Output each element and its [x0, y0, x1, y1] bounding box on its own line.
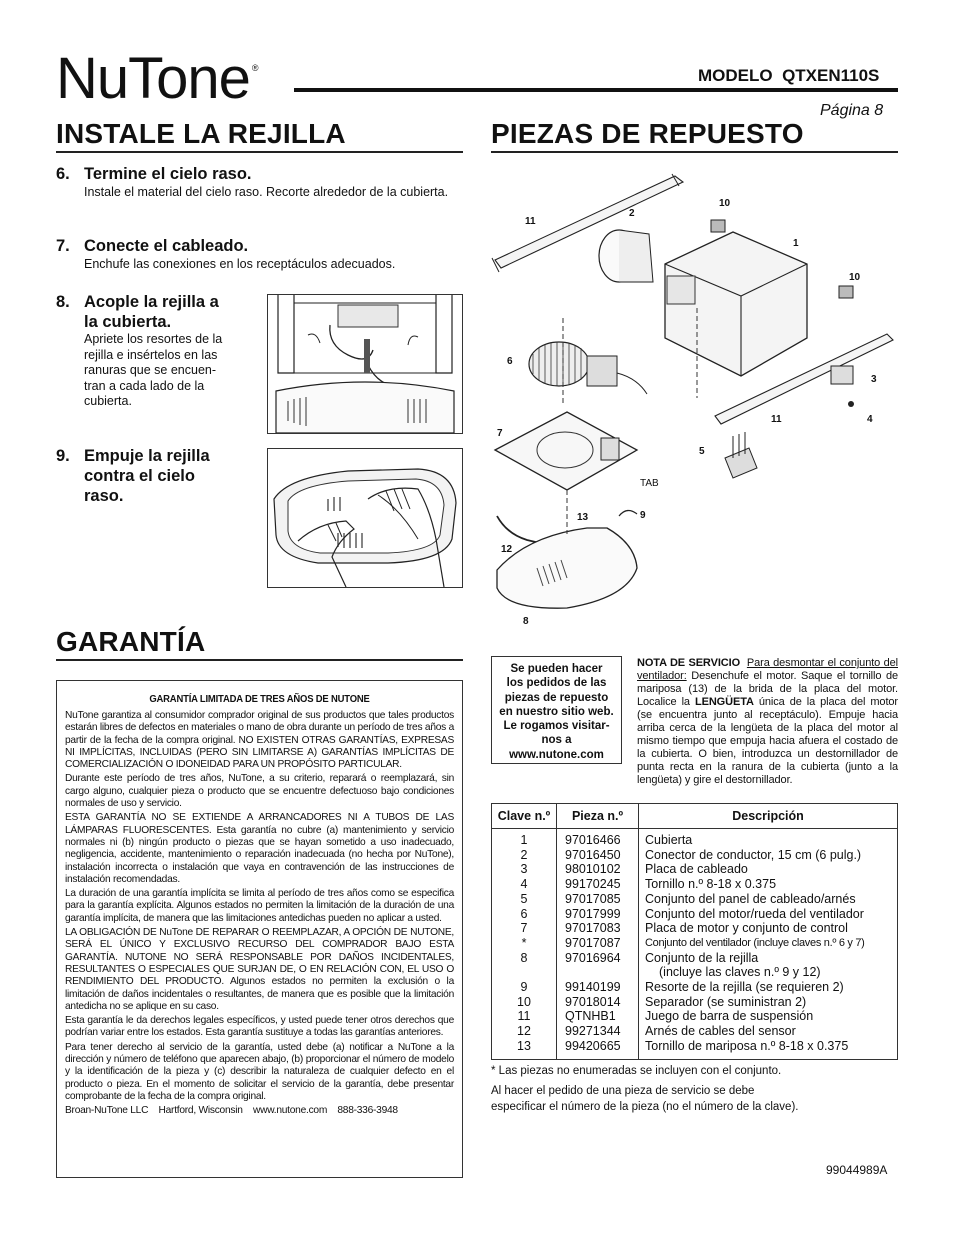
label-2: 2	[629, 208, 635, 219]
warranty-paragraph: NuTone garantiza al consumidor comprador original de sus productos que tales productos estarán libres de defectos en materiales o mano de obra durante un período de tres años a partir de la fecha de la compra original. NO EXISTEN OTRAS GARANTÍAS, EXPRESAS NI IMPLÍCITAS, INCLUIDAS (PERO SIN LIMITARSE A) GARANTÍAS IMPLÍCITAS DE COMERCIALIZACIÓN O IDONEIDAD PARA UN PROPÓSITO PARTICULAR.	[65, 710, 454, 771]
table-row: 2 97016450 Conector de conductor, 15 cm (6 pulg.)	[492, 848, 898, 863]
footnote-order: Al hacer el pedido de una pieza de servicio se debe especificar el número de la pieza (no el número de la clave).	[491, 1085, 799, 1113]
table-row: 10 97018014 Separador (se suministran 2)	[492, 995, 898, 1010]
label-tab: TAB	[640, 478, 659, 489]
footnote-unlisted: * Las piezas no enumeradas se incluyen con el conjunto.	[491, 1065, 782, 1077]
parts-title: PIEZAS DE REPUESTO	[491, 118, 804, 149]
step-8: 8. Acople la rejilla a la cubierta. Apriete los resortes de la rejilla e insértelos en las ranuras que se encuen- tran a cada lado de la cubierta.	[56, 293, 223, 408]
grille	[497, 528, 637, 608]
table-row: 11 QTNHB1 Juego de barra de suspensión	[492, 1009, 898, 1024]
step-9: 9. Empuje la rejilla contra el cielo raso.	[56, 447, 210, 505]
order-online-box: Se pueden hacer los pedidos de las piezas de repuesto en nuestro sitio web. Le rogamos visitar- nos a www.nutone.com	[491, 656, 622, 764]
hanger-bar-top	[495, 176, 683, 268]
table-row: 9 99140199 Resorte de la rejilla (se requieren 2)	[492, 980, 898, 995]
install-title: INSTALE LA REJILLA	[56, 118, 346, 149]
warranty-paragraph: La duración de una garantía implícita se limita al período de tres años como se especifica para la garantía explícita. Algunos estados no permiten la limitación de la duración de una garantía implícita, de manera que las limitaciones antedichas pueden no aplicar a usted.	[65, 888, 454, 924]
blower-wheel	[529, 342, 589, 386]
label-8: 8	[523, 616, 529, 627]
service-note: NOTA DE SERVICIO Para desmontar el conjunto del ventilador: Desenchufe el motor. Saque el tornillo de mariposa (13) de la brida de la placa del motor. Localice la LENGÜETA única de la placa del motor (se encuentra junto al receptáculo). Empuje hacia arriba cerca de la lengüeta de la placa del motor al mismo tiempo que empuja hacia afuera el costado de la cubierta. O bien, introduzca un destornillador de punta recta en la ranura de la cubierta (junto a la lengüeta) y gire el destornillador.	[637, 657, 898, 786]
table-row: * 97017087 Conjunto del ventilador (incluye claves n.º 6 y 7)	[492, 936, 898, 951]
label-3: 3	[871, 374, 877, 385]
warranty-title: GARANTÍA	[56, 626, 206, 657]
step-6: 6. Termine el cielo raso. Instale el material del cielo raso. Recorte alrededor de la cubierta.	[56, 165, 449, 199]
nutone-logo: NuTone ®	[56, 46, 258, 111]
warranty-contact: Broan-NuTone LLC Hartford, Wisconsin www.nutone.com 888-336-3948	[65, 1105, 398, 1117]
warranty-paragraph: LA OBLIGACIÓN DE NuTone DE REPARAR O REEMPLAZAR, A OPCIÓN DE NUTONE, SERÁ EL ÚNICO Y EXCLUSIVO RECURSO DEL COMPRADOR BAJO ESTA GARANTÍA. NUTONE NO SERÁ RESPONSABLE POR DAÑOS INCIDENTALES, RESULTANTES O ESPECIALES QUE SURJAN DE, O EN RELACIÓN CON, EL USO O RENDIMIENTO DEL PRODUCTO. Algunos estados no permiten la exclusión o la limitación de daños incidentales o resultantes, de manera que es posible que la limitación antedicha no se aplique en su caso.	[65, 927, 454, 1012]
table-row: 12 99271344 Arnés de cables del sensor	[492, 1024, 898, 1039]
label-10-right: 10	[849, 272, 861, 283]
label-7: 7	[497, 428, 503, 439]
label-1: 1	[793, 238, 799, 249]
table-header-row: Clave n.º Pieza n.º Descripción	[492, 804, 898, 829]
label-11-top: 11	[525, 216, 536, 227]
parts-title-rule	[491, 151, 898, 153]
warranty-paragraph: Durante este período de tres años, NuTone, a su criterio, reparará o reemplazará, sin cargo alguno, cualquier pieza o producto que se encuentre defectuoso bajo condiciones normales de uso y servicio.	[65, 773, 454, 810]
step-7: 7. Conecte el cableado. Enchufe las conexiones en los receptáculos adecuados.	[56, 237, 396, 271]
table-row: 3 98010102 Placa de cableado	[492, 862, 898, 877]
push-grille-illustration	[267, 448, 463, 588]
grille-springs-illustration	[267, 294, 463, 434]
warranty-title-rule	[56, 659, 463, 661]
header-rule	[294, 88, 898, 92]
label-12: 12	[501, 544, 513, 555]
label-6: 6	[507, 356, 513, 367]
table-row: 7 97017083 Placa de motor y conjunto de control	[492, 921, 898, 936]
wiring-panel	[725, 448, 757, 478]
table-row: 4 99170245 Tornillo n.º 8-18 x 0.375	[492, 877, 898, 892]
website-link[interactable]: www.nutone.com	[509, 748, 604, 761]
table-row: 5 97017085 Conjunto del panel de cableado/arnés	[492, 892, 898, 907]
parts-table	[491, 803, 898, 1060]
label-9: 9	[640, 510, 646, 521]
spacer-right	[839, 286, 853, 298]
page-number: Página 8	[820, 102, 884, 119]
install-title-rule	[56, 151, 463, 153]
warranty-paragraph: Para tener derecho al servicio de la garantía, usted debe (a) notificar a NuTone a la dirección y número de teléfono que aparecen abajo, (b) proporcionar el número de modelo y la identificación de la pieza y (c) describir la naturaleza de cualquier defecto en el producto o pieza. En el momento de solicitar el servicio de la garantía, debe presentar comprobante de la fecha de la compra original.	[65, 1041, 454, 1102]
label-5: 5	[699, 446, 705, 457]
table-row: (incluye las claves n.º 9 y 12)	[492, 965, 898, 980]
spacer-top	[711, 220, 725, 232]
document-number: 99044989A	[826, 1163, 888, 1177]
table-row: 8 97016964 Conjunto de la rejilla	[492, 951, 898, 966]
warranty-paragraph: ESTA GARANTÍA NO SE EXTIENDE A ARRANCADORES NI A TUBOS DE LAS LÁMPARAS FLUORESCENTES. Esta garantía no cubre (a) mantenimiento y servicio normales ni (b) ningún producto o piezas que se hayan sometido a uso inadecuado, negligencia, accidente, mantenimiento o reparación inadecuada (no hecha por NuTone), instalación incorrecta o instalación que vaya en contravención de las instrucciones de instalación recomendadas.	[65, 812, 454, 885]
table-row: 13 99420665 Tornillo de mariposa n.º 8-18 x 0.375	[492, 1039, 898, 1059]
wiring-plate	[831, 366, 853, 384]
table-row: 6 97017999 Conjunto del motor/rueda del ventilador	[492, 907, 898, 922]
mounting-screw	[848, 401, 854, 407]
warranty-paragraph: Esta garantía le da derechos legales específicos, y usted puede tener otros derechos que podrían variar entre los estados. Esta garantía sustituye a todas las garantías anteriores.	[65, 1015, 454, 1039]
label-11-bottom: 11	[771, 414, 782, 425]
exploded-parts-diagram	[487, 168, 902, 630]
model-number: MODELO QTXEN110S	[698, 66, 880, 85]
label-10-top: 10	[719, 198, 731, 209]
warranty-box	[56, 680, 463, 1178]
label-13: 13	[577, 512, 589, 523]
table-row: 1 97016466 Cubierta	[492, 829, 898, 848]
warranty-box-title: GARANTÍA LIMITADA DE TRES AÑOS DE NUTONE	[149, 693, 370, 705]
label-4: 4	[867, 414, 873, 425]
grille-spring	[619, 510, 637, 516]
